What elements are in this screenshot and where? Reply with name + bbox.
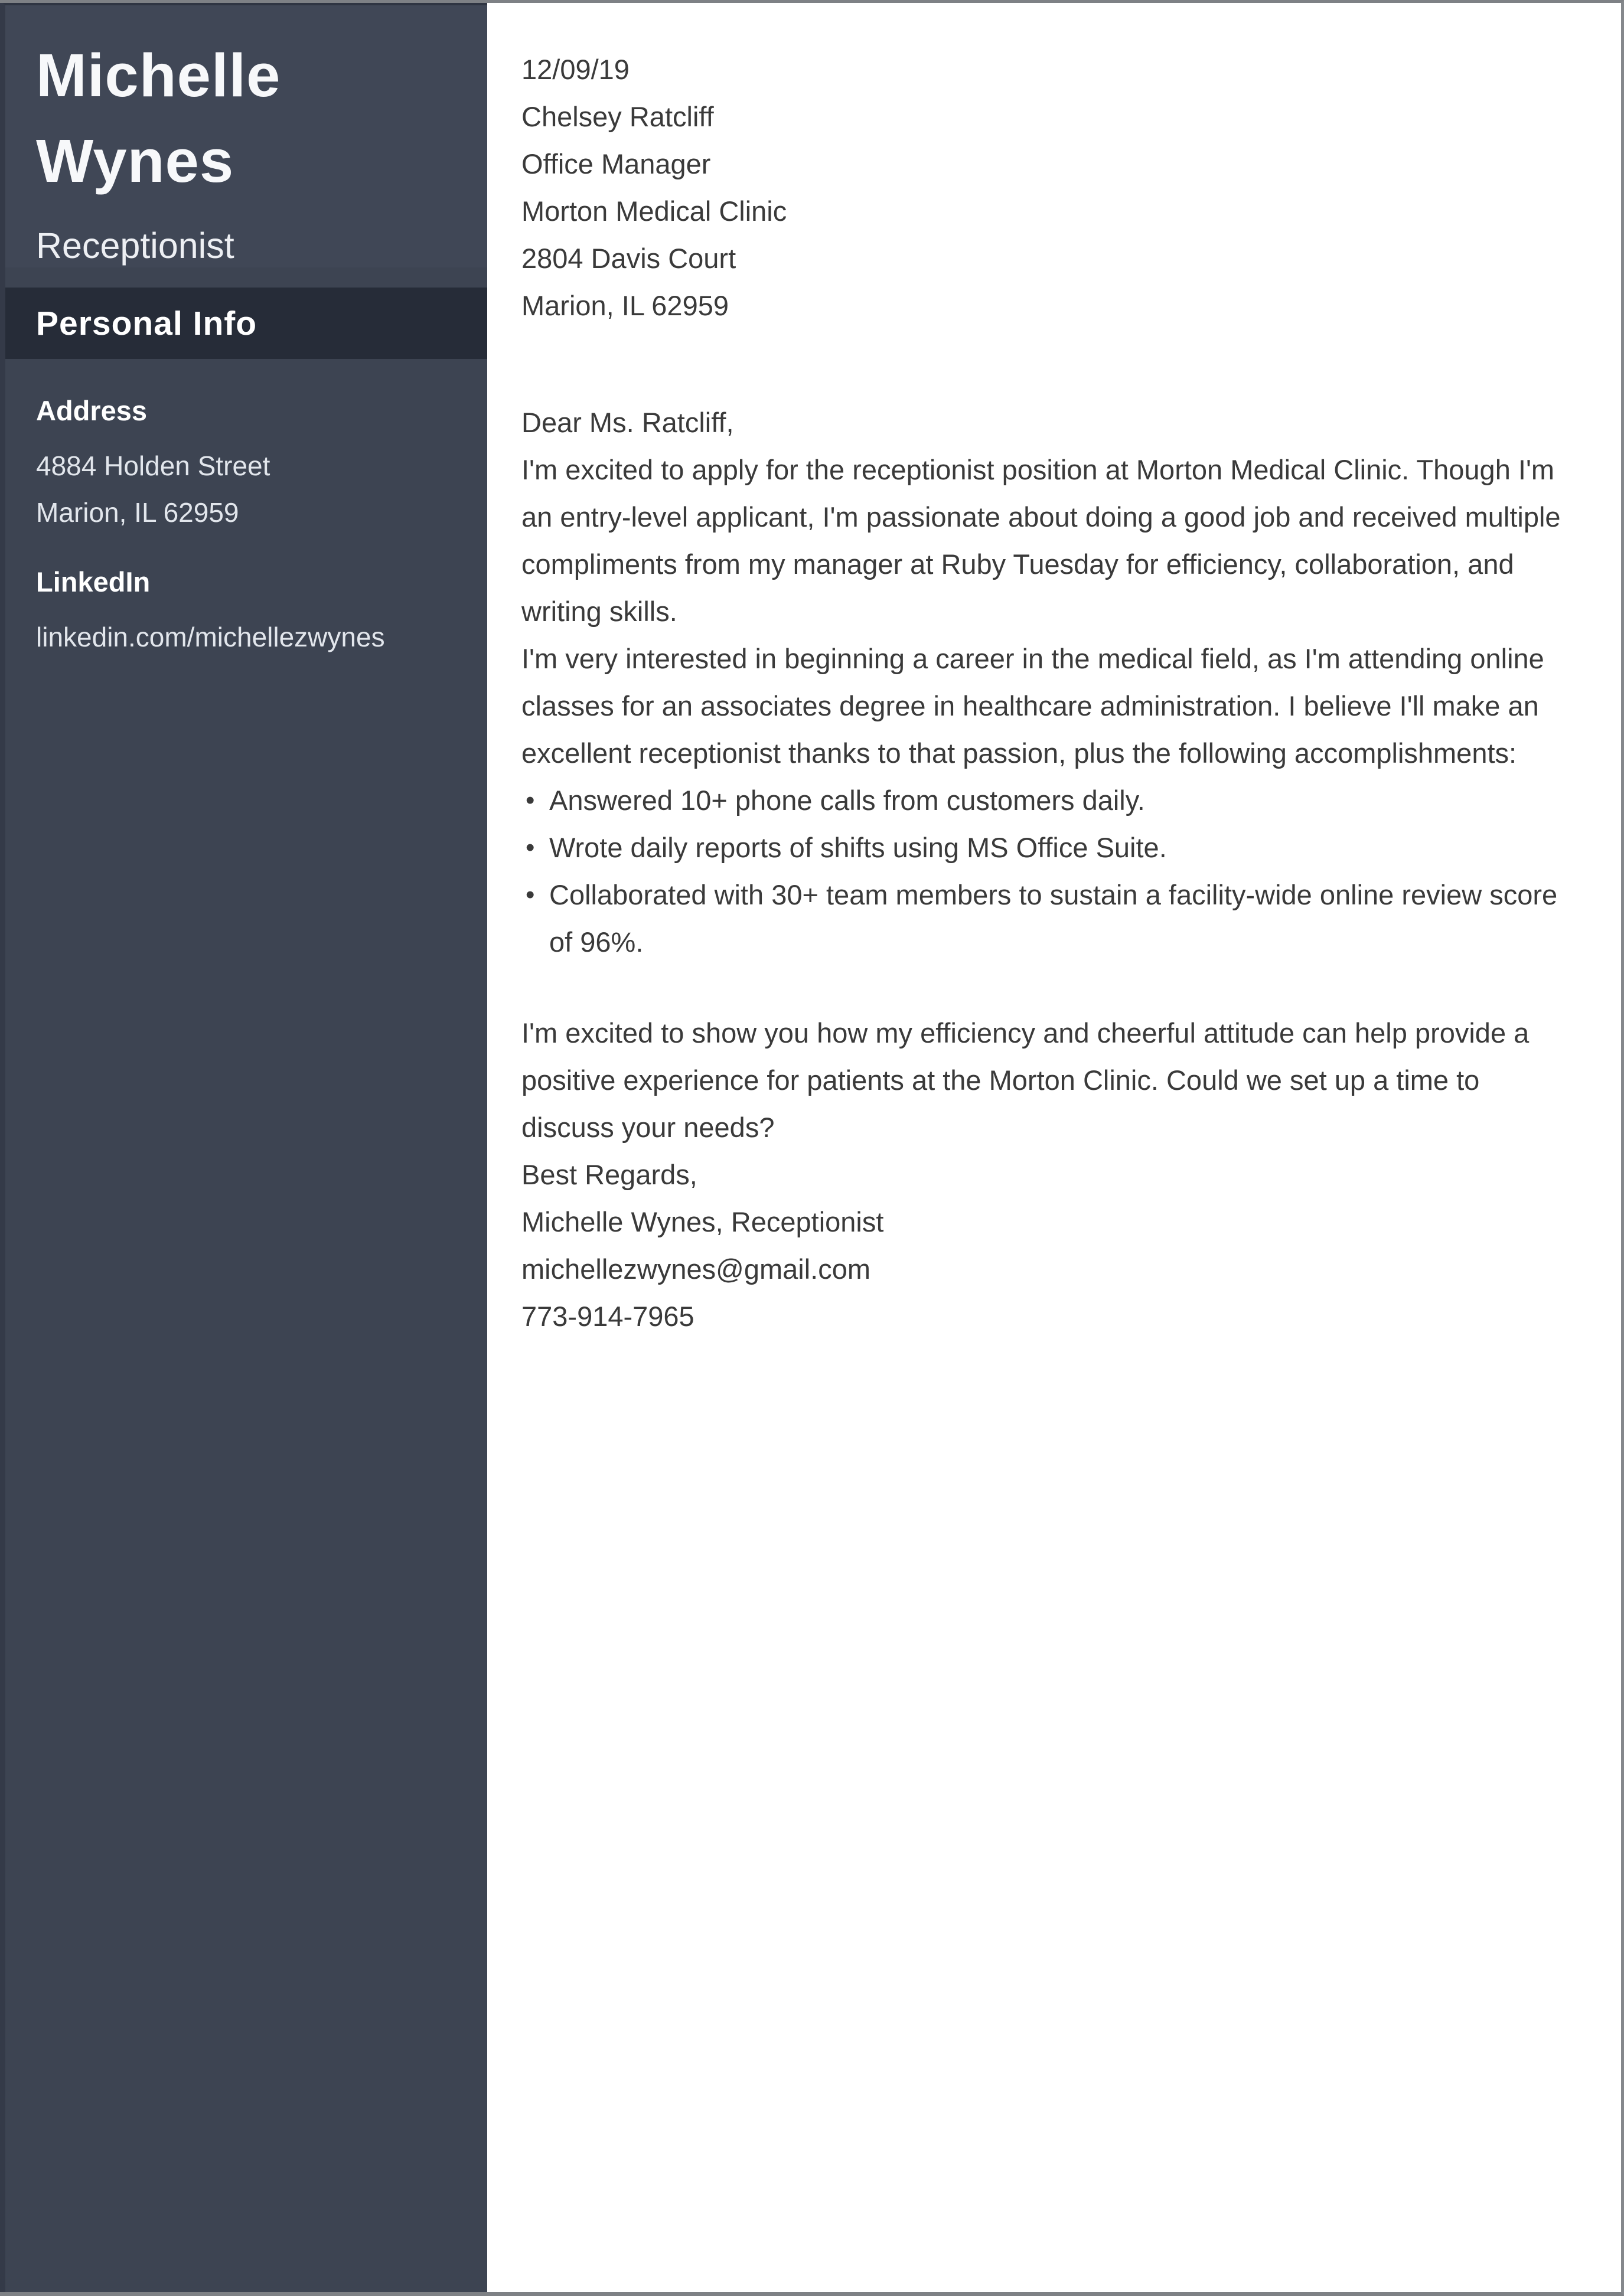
personal-info-section-band [5, 288, 487, 359]
paragraph-experience: I'm very interested in beginning a career in the medical field, as I'm attending online classes for an associates degree in healthcare administration. I believe I'll make an excellent receptionist thanks to that passion, plus the following accomplishments: [521, 643, 1544, 769]
bullet-item-2 [521, 824, 1580, 871]
signature-phone: 773-914-7965 [521, 1301, 694, 1332]
person-name [36, 32, 452, 204]
signature-email: michellezwynes@gmail.com [521, 1253, 870, 1285]
recipient-name: Chelsey Ratcliff [521, 101, 714, 132]
recipient-city: Marion, IL 62959 [521, 290, 729, 321]
bullet-text-1: Answered 10+ phone calls from customers daily. [549, 785, 1145, 816]
sidebar-header [5, 5, 487, 267]
sidebar [0, 0, 487, 2296]
salutation: Dear Ms. Ratcliff, [521, 407, 734, 438]
address-label: Address [36, 395, 148, 426]
linkedin-label: LinkedIn [36, 566, 151, 597]
personal-info-heading: Personal Info [36, 304, 257, 342]
bullet-marker: • [526, 833, 535, 862]
letter-date: 12/09/19 [521, 54, 630, 85]
bullet-item-1 [521, 777, 1580, 824]
paragraph-intro: I'm excited to apply for the receptionist position at Morton Medical Clinic. Though I'm an entry-level applicant, I'm passionate about doing a good job and received multiple compliments from my manager at Ruby Tuesday for efficiency, collaboration, and writing skills. [521, 454, 1561, 627]
personal-info-section [5, 359, 487, 661]
bullet-text-3: Collaborated with 30+ team members to sustain a facility-wide online review score of 96%. [549, 879, 1558, 958]
accomplishments-list [521, 777, 1580, 966]
person-name-line2: Wynes [36, 127, 234, 195]
person-name-line1: Michelle [36, 41, 281, 109]
recipient-block [521, 93, 1580, 329]
address-line-2: Marion, IL 62959 [36, 497, 239, 528]
signature-name: Michelle Wynes, Receptionist [521, 1206, 884, 1237]
recipient-company: Morton Medical Clinic [521, 195, 787, 227]
paragraph-call-to-action: I'm excited to show you how my efficiency and cheerful attitude can help provide a positive experience for patients at the Morton Clinic. Could we set up a time to discuss your needs? [521, 1017, 1530, 1143]
linkedin-value: linkedin.com/michellezwynes [36, 622, 385, 652]
recipient-title: Office Manager [521, 148, 711, 179]
bullet-marker: • [526, 786, 535, 815]
signature-block [521, 1198, 1580, 1340]
letter-body [487, 3, 1621, 1340]
address-line-1: 4884 Holden Street [36, 450, 270, 481]
bullet-marker: • [526, 880, 535, 909]
recipient-street: 2804 Davis Court [521, 243, 736, 274]
bullet-item-3 [521, 871, 1580, 966]
person-job-title: Receptionist [36, 226, 234, 266]
closing-line: Best Regards, [521, 1159, 697, 1190]
bullet-text-2: Wrote daily reports of shifts using MS Office Suite. [549, 832, 1167, 863]
